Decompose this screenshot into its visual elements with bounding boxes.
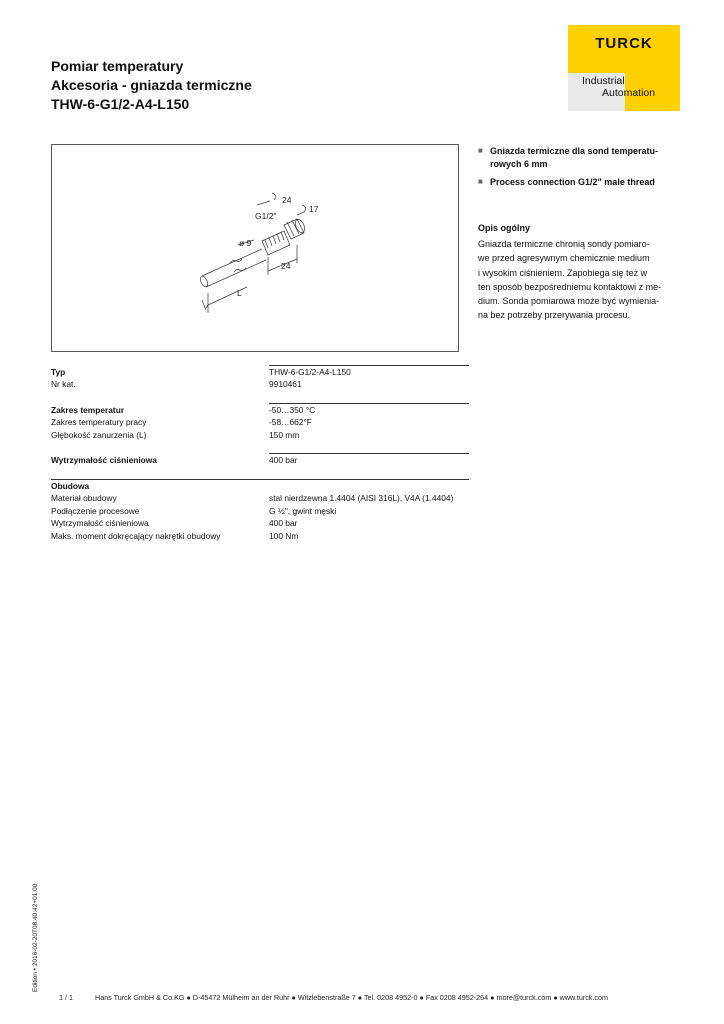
spec-row	[51, 530, 469, 542]
dim-diameter: ø 9	[239, 238, 252, 248]
spec-row	[51, 480, 469, 492]
spec-group-temperature	[51, 403, 469, 441]
bullet-square-icon: ■	[478, 177, 483, 186]
spec-row	[51, 378, 469, 390]
spec-value: 100 Nm	[269, 530, 299, 541]
feature-text: Process connection G1/2" male thread	[490, 177, 655, 187]
spec-group-type	[51, 365, 469, 391]
spec-value: 150 mm	[269, 429, 300, 440]
spec-label: Wytrzymałość ciśnieniowa	[51, 518, 149, 529]
spec-value: 400 bar	[269, 455, 298, 465]
spec-label: Zakres temperatury pracy	[51, 417, 147, 428]
spec-value: 9910461	[269, 379, 302, 390]
description-heading: Opis ogólny	[478, 223, 531, 233]
description-line: ten sposób bezpośredniemu kontaktowi z me-	[478, 281, 662, 292]
spec-row	[51, 429, 469, 441]
dim-length: L	[237, 288, 242, 298]
feature-item	[478, 176, 678, 189]
spec-value: THW-6-G1/2-A4-L150	[269, 367, 351, 377]
spec-value: G ½", gwint męski	[269, 505, 337, 516]
turck-logo: TURCK	[595, 35, 653, 52]
page-footer	[59, 993, 608, 1002]
spec-value: stal nierdzewna 1.4404 (AISI 316L), V4A (1.4404)	[269, 493, 454, 504]
description-line: na bez potrzeby przerywania procesu.	[478, 310, 631, 321]
spec-value: 400 bar	[269, 518, 298, 529]
spec-label: Maks. moment dokręcający nakrętki obudowy	[51, 530, 221, 541]
product-title	[51, 57, 471, 114]
spec-label: Typ	[51, 367, 66, 377]
spec-row	[51, 366, 469, 378]
title-line-1: Pomiar temperatury	[51, 58, 184, 74]
spec-row	[51, 416, 469, 428]
spec-row	[51, 517, 469, 529]
spec-row	[51, 454, 469, 466]
product-drawing-frame	[51, 144, 459, 352]
feature-text: Gniazda termiczne dla sond temperatu-	[490, 146, 659, 156]
spec-label: Podłączenie procesowe	[51, 505, 140, 516]
spec-label: Obudowa	[51, 481, 90, 491]
spec-label: Materiał obudowy	[51, 493, 117, 504]
spec-row	[51, 492, 469, 504]
feature-list	[478, 145, 678, 195]
spec-label: Zakres temperatur	[51, 405, 125, 415]
dim-thread: G1/2"	[255, 211, 277, 221]
description-text	[478, 237, 678, 323]
tube-outline	[202, 249, 266, 287]
spec-value: -58…662°F	[269, 417, 312, 428]
company-address: Hans Turck GmbH & Co.KG ● D-45472 Mülheim an der Ruhr ● Witzlebenstraße 7 ● Tel. 0208 4952-0 ● Fax 0208 4952-264 ● more@turck.com ● www.turck.com	[95, 993, 608, 1002]
spec-value: -50…350 °C	[269, 405, 316, 415]
thermowell-drawing	[52, 145, 458, 351]
spec-row	[51, 505, 469, 517]
page-number: 1 / 1	[59, 993, 73, 1002]
tube-end	[199, 275, 209, 288]
description-line: we przed agresywnym chemicznie medium	[478, 253, 650, 264]
edition-stamp: Edition • 2016-02-20T08:40:42+01:00	[32, 883, 39, 992]
turck-brand-block	[568, 25, 680, 111]
brand-line-2: Automation	[602, 87, 656, 99]
brand-line-1: Industrial	[582, 75, 625, 87]
spec-group-housing	[51, 479, 469, 542]
description-line: i wysokim ciśnieniem. Zapobiega się też w	[478, 267, 648, 278]
dim-24-side: 24	[281, 261, 291, 271]
spec-row	[51, 404, 469, 416]
spec-label: Nr kat.	[51, 379, 76, 390]
bullet-square-icon: ■	[478, 146, 483, 155]
title-line-2: Akcesoria - gniazda termiczne	[51, 77, 252, 93]
feature-item	[478, 145, 678, 170]
feature-text-cont: rowych 6 mm	[490, 158, 548, 169]
dim-24-top: 24	[282, 195, 292, 205]
spec-label: Głębokość zanurzenia (L)	[51, 429, 147, 440]
spec-label: Wytrzymałość ciśnieniowa	[51, 455, 157, 465]
description-line: dium. Sonda pomiarowa może być wymienia-	[478, 296, 660, 307]
title-line-3: THW-6-G1/2-A4-L150	[51, 96, 190, 112]
description-line: Gniazda termiczne chronią sondy pomiaro-	[478, 239, 650, 249]
dim-17: 17	[309, 204, 319, 214]
spec-group-pressure	[51, 453, 469, 466]
